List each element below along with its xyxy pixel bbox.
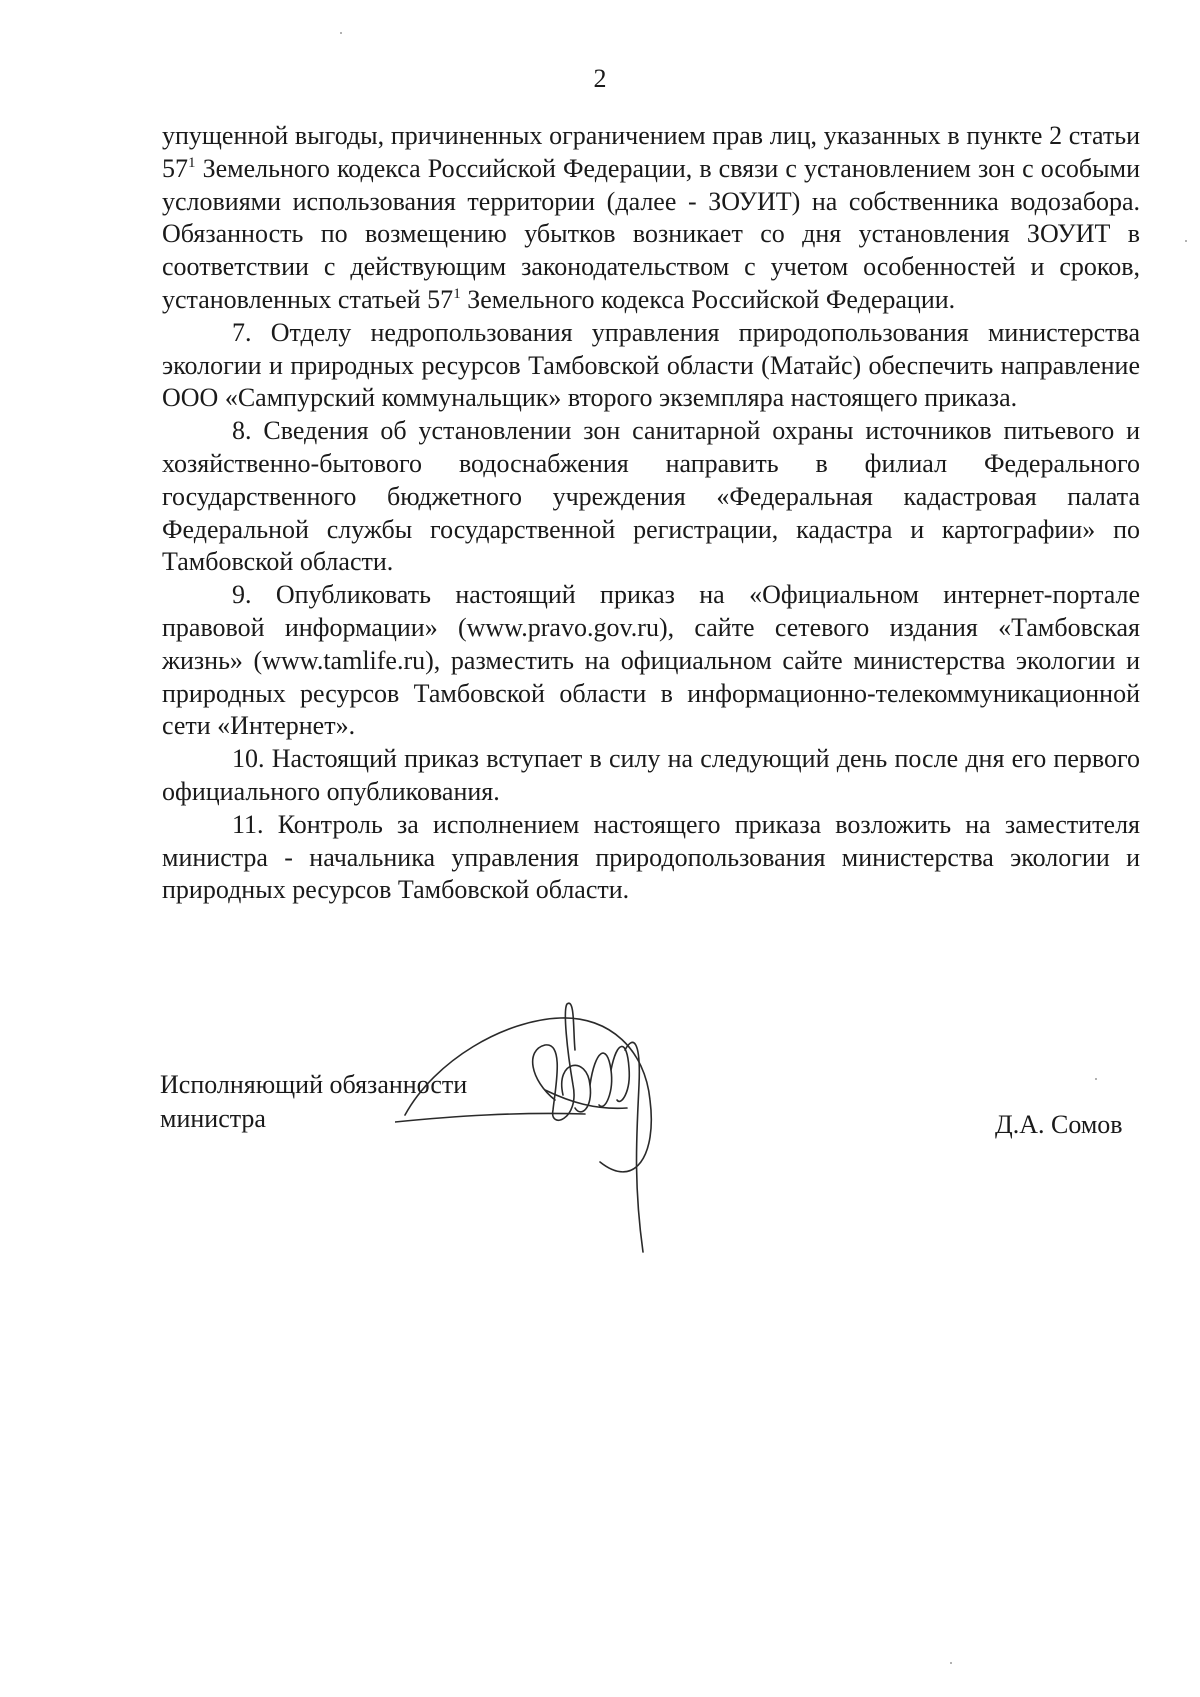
scan-speck	[340, 32, 342, 34]
paragraph-text: Земельного кодекса Российской Федерации.	[460, 284, 956, 314]
scan-speck	[1095, 1078, 1097, 1080]
superscript: 1	[453, 285, 461, 302]
paragraph-9: 9. Опубликовать настоящий приказ на «Официальном интернет-портале правовой информации» (www.pravo.gov.ru), сайте сетевого издания «Тамбовская жизнь» (www.tamlife.ru), разместить на официальном сайте министерства экологии и природных ресурсов Тамбовской области в информационно-телекоммуникационной сети «Интернет».	[162, 580, 1140, 741]
signatory-name: Д.А. Сомов	[995, 1110, 1123, 1139]
paragraph-text: Земельного кодекса Российской Федерации, в связи с установлением зон с особыми условиями использования территории (далее - ЗОУИТ) на собственника водозабора. Обязанность по возмещению убытков возникает со дня установления ЗОУИТ в соответствии с действующим законодательством с учетом особенностей и сроков, установленных статьей 57	[162, 153, 1140, 314]
signatory-position-line1: Исполняющий обязанности	[160, 1070, 468, 1099]
scan-speck	[1185, 240, 1187, 242]
paragraph-11: 11. Контроль за исполнением настоящего приказа возложить на заместителя министра - начальника управления природопользования министерства экологии и природных ресурсов Тамбовской области.	[162, 809, 1140, 905]
paragraph-text: упущенной выгоды, причиненных ограничением прав лиц, указанных в пункте 2 статьи 57	[162, 121, 1140, 183]
document-body	[162, 120, 1140, 907]
handwritten-signature	[395, 990, 695, 1260]
superscript: 1	[188, 154, 196, 171]
page-number: 2	[593, 64, 607, 93]
paragraph-10: 10. Настоящий приказ вступает в силу на следующий день после дня его первого официального опубликования.	[162, 744, 1140, 806]
signatory-position-line2: министра	[160, 1104, 266, 1133]
paragraph-continuation	[162, 120, 1140, 317]
paragraph-7: 7. Отделу недропользования управления природопользования министерства экологии и природных ресурсов Тамбовской области (Матайс) обеспечить направление ООО «Сампурский коммунальщик» второго экземпляра настоящего приказа.	[162, 317, 1140, 413]
paragraph-8: 8. Сведения об установлении зон санитарной охраны источников питьевого и хозяйственно-бытового водоснабжения направить в филиал Федерального государственного бюджетного учреждения «Федеральная кадастровая палата Федеральной службы государственной регистрации, кадастра и картографии» по Тамбовской области.	[162, 416, 1140, 577]
scan-speck	[950, 1662, 952, 1664]
